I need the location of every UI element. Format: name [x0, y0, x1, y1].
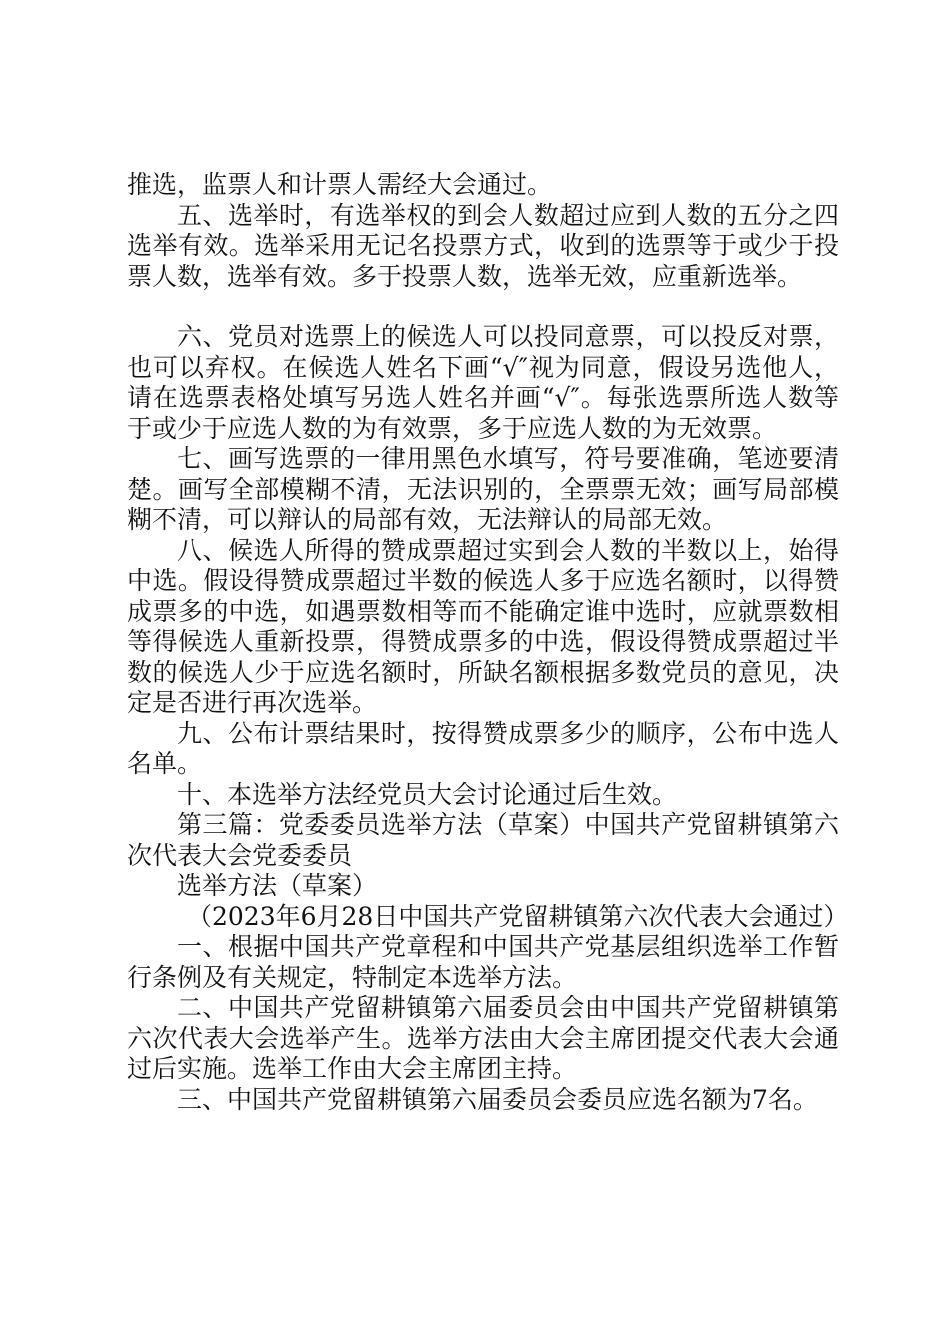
paragraph-article-5: 五、选举时，有选举权的到会人数超过应到人数的五分之四选举有效。选举采用无记名投票方式，收到的选票等于或少于投票人数，选举有效。多于投票人数，选举无效，应重新选举。	[127, 200, 839, 291]
section-heading: 第三篇：党委委员选举方法（草案）中国共产党留耕镇第六次代表大会党委委员	[127, 810, 839, 870]
paragraph-new-article-3: 三、中国共产党留耕镇第六届委员会委员应选名额为7名。	[177, 1084, 818, 1114]
adoption-date: （2023年6月28日中国共产党留耕镇第六次代表大会通过）	[187, 901, 849, 931]
document-body	[127, 170, 849, 1115]
paragraph-article-6: 六、党员对选票上的候选人可以投同意票，可以投反对票，也可以弃权。在候选人姓名下画“√″视为同意，假设另选他人，请在选票表格处填写另选人姓名并画“√″。每张选票所选人数等于或少于应选人数的为有效票，多于应选人数的为无效票。	[127, 322, 839, 443]
paragraph-article-7: 七、画写选票的一律用黑色水填写，符号要准确，笔迹要清楚。画写全部模糊不清，无法识别的，全票票无效；画写局部模糊不清，可以辩认的局部有效，无法辩认的局部无效。	[127, 444, 839, 534]
paragraph-new-article-1: 一、根据中国共产党章程和中国共产党基层组织选举工作暂行条例及有关规定，特制定本选举方法。	[127, 932, 839, 992]
paragraph-article-10: 十、本选举方法经党员大会讨论通过后生效。	[177, 779, 678, 809]
paragraph-article-9: 九、公布计票结果时，按得赞成票多少的顺序，公布中选人名单。	[127, 718, 839, 778]
section-subtitle: 选举方法（草案）	[177, 871, 378, 900]
paragraph-new-article-2: 二、中国共产党留耕镇第六届委员会由中国共产党留耕镇第六次代表大会选举产生。选举方法由大会主席团提交代表大会通过后实施。选举工作由大会主席团主持。	[127, 993, 839, 1083]
paragraph-gap	[127, 292, 839, 322]
paragraph-continuation: 推选，监票人和计票人需经大会通过。	[127, 170, 553, 199]
paragraph-article-8: 八、候选人所得的赞成票超过实到会人数的半数以上，始得中选。假设得赞成票超过半数的候选人多于应选名额时，以得赞成票多的中选，如遇票数相等而不能确定谁中选时，应就票数相等得候选人重新投票，得赞成票多的中选，假设得赞成票超过半数的候选人少于应选名额时，所缺名额根据多数党员的意见，决定是否进行再次选举。	[127, 535, 839, 717]
